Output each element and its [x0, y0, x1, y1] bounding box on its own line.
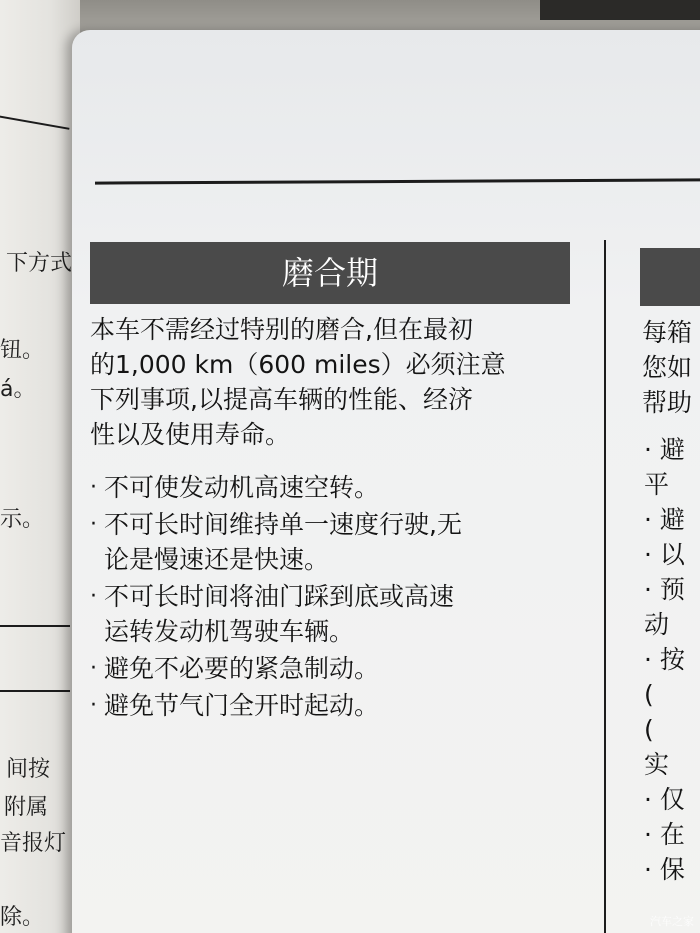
left-page-rule	[0, 625, 70, 627]
list-item-text: 不可长时间维持单一速度行驶,无 论是慢速还是快速。	[104, 510, 462, 574]
left-page-text: 下方式	[6, 251, 73, 276]
bullet-icon: ·	[90, 512, 97, 537]
left-page-text: 钮。	[0, 338, 45, 363]
left-page-text: 间按	[6, 757, 51, 782]
bullet-icon: ·	[90, 584, 97, 609]
right-column-item: 动	[644, 610, 670, 639]
list-item	[90, 507, 590, 577]
left-page-text: á。	[0, 377, 36, 402]
right-column-item: · 按	[644, 645, 685, 674]
right-column-item: 平	[644, 470, 670, 499]
watermark: 汽车之家	[650, 915, 694, 928]
right-column-heading-bar	[640, 248, 700, 306]
list-item	[90, 688, 590, 723]
bullet-icon: ·	[90, 475, 97, 500]
section-heading: 磨合期	[90, 242, 570, 304]
left-page-text: 附属	[4, 795, 49, 820]
list-item-text: 避免节气门全开时起动。	[104, 691, 380, 720]
right-column-item: · 避	[644, 505, 685, 534]
left-page-text: 音报灯	[0, 831, 67, 856]
column-divider	[604, 240, 606, 933]
right-column-item: (	[644, 680, 654, 709]
right-column-text: 帮助	[642, 388, 693, 417]
right-column-item: · 仅	[644, 785, 685, 814]
list-item	[90, 470, 590, 505]
right-column-item: · 在	[644, 820, 685, 849]
left-page-text: 除。	[0, 905, 45, 930]
background-object	[540, 0, 700, 20]
list-item-text: 避免不必要的紧急制动。	[104, 654, 380, 683]
precaution-list	[90, 470, 590, 725]
list-item-text: 不可长时间将油门踩到底或高速 运转发动机驾驶车辆。	[104, 582, 455, 646]
list-item	[90, 651, 590, 686]
intro-paragraph: 本车不需经过特别的磨合,但在最初 的1,000 km（600 miles）必须注意 下列事项,以提高车辆的性能、经济 性以及使用寿命。	[90, 315, 506, 449]
bullet-icon: ·	[90, 656, 97, 681]
right-column-item: 实	[644, 750, 670, 779]
right-column-item: · 预	[644, 575, 685, 604]
right-column-item: (	[644, 715, 654, 744]
list-item-text: 不可使发动机高速空转。	[104, 473, 380, 502]
bleed-through-shadow	[100, 740, 560, 920]
left-page-text: 示。	[0, 507, 45, 532]
right-column-text: 每箱	[642, 318, 693, 347]
left-page-rule	[0, 112, 69, 130]
left-page-rule	[0, 690, 70, 692]
right-column-text: 您如	[642, 353, 693, 382]
right-column-item: · 避	[644, 435, 685, 464]
right-column-intro	[642, 315, 700, 420]
right-column-item: · 以	[644, 540, 685, 569]
right-column-item: · 保	[644, 855, 685, 884]
right-column-list	[644, 432, 700, 887]
list-item	[90, 579, 590, 649]
bullet-icon: ·	[90, 693, 97, 718]
